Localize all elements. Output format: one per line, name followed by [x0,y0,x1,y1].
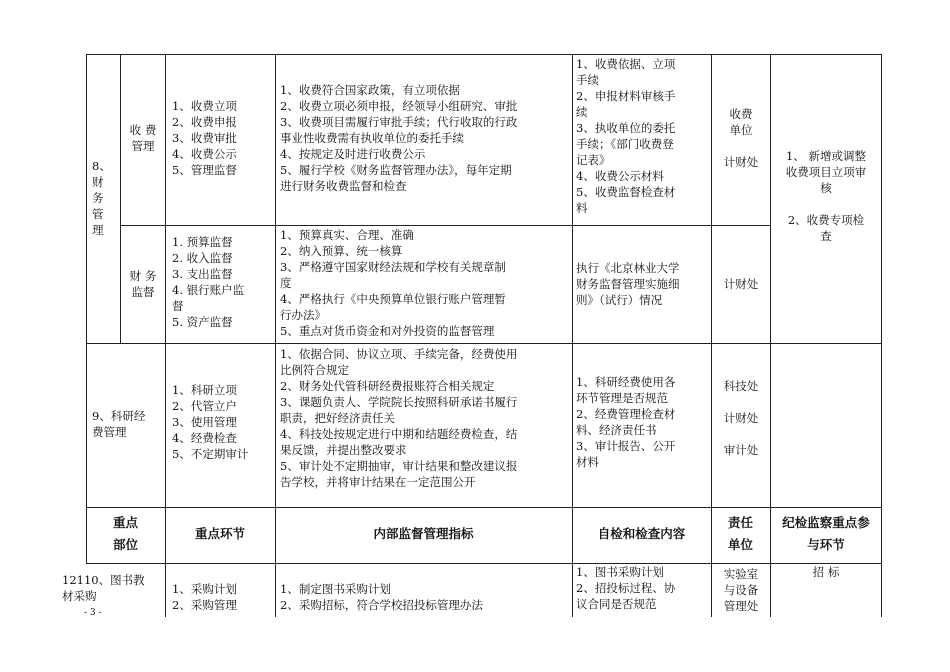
research-steps: 1、科研立项 2、代管立户 3、使用管理 4、经费检查 5、不定期审计 [172,383,249,461]
table-left-border [86,54,87,563]
supervision-check-content: 执行《北京林业大学 财务监督管理实施细 则》（试行）情况 [576,261,680,307]
books-indicators: 1、制定图书采购计划 2、采购招标，符合学校招投标管理办法 [280,582,483,612]
page-number: - 3 - [84,608,102,618]
header-key-department: 重点 部位 [112,515,138,552]
research-check-content: 1、科研经费使用各 环节管理是否规范 2、经费管理检查材 料、经济责任书 3、审计报告、公开 材料 [576,375,676,469]
row-divider-finance-research [86,343,882,344]
books-dept-label: 12110、图书教 材采购 [62,573,145,603]
supervision-responsible-unit: 计财处 [723,277,759,291]
header-responsible-unit: 责任 单位 [727,515,753,552]
row-divider-fees-supervision [120,225,770,226]
books-check-content: 1、图书采购计划 2、招投标过程、协 议合同是否规范 [576,565,676,611]
supervision-indicators: 1、预算真实、合理、准确 2、纳入预算、统一核算 3、严格遵守国家财经法规和学校有关规章制 度 4、严格执行《中央预算单位银行账户管理暂 行办法》 5、重点对货币资金和对外投资的监督管理 [280,228,506,338]
books-focus-items: 招 标 [812,565,840,579]
header-indicators: 内部监督管理指标 [373,526,474,541]
supervision-category: 财 务 监督 [129,269,157,299]
finance-dept-label: 8、 财 务 管 理 [92,159,111,237]
fees-category: 收 费 管理 [129,123,157,153]
fees-steps: 1、收费立项 2、收费申报 3、收费审批 4、收费公示 5、管理监督 [172,99,237,177]
fees-check-content: 1、收费依据、立项 手续 2、申报材料审核手 续 3、执收单位的委托 手续；《部门收费登 记表》 4、收费公示材料 5、收费监督检查材 料 [576,57,676,215]
research-dept-label: 9、科研经 费管理 [92,409,146,439]
finance-focus-items: 1、 新增或调整 收费项目立项审 核 2、收费专项检 查 [785,149,867,243]
col-divider-subcategory [120,54,121,343]
header-key-steps: 重点环节 [194,526,245,541]
row-divider-research-header [86,507,882,508]
row-divider-header-books [86,563,882,564]
research-responsible-unit: 科技处 计财处 审计处 [723,379,759,457]
books-responsible-unit: 实验室 与设备 管理处 [723,567,759,613]
research-indicators: 1、依据合同、协议立项、手续完备，经费使用 比例符合规定 2、财务处代管科研经费报账符合相关规定 3、课题负责人、学院院长按照科研承诺书履行 职责，把好经济责任关 4、科技处按规定进行中期和结题经费检查，结 果反馈，并提出整改要求 5、审计处不定期抽审，审计结果和整改建议报 告学校，并将审计结果在一定范围公开 [280,347,518,489]
fees-indicators: 1、收费符合国家政策，有立项依据 2、收费立项必须申报，经领导小组研究、审批 3、收费项目需履行审批手续；代行收取的行政 事业性收费需有执收单位的委托手续 4、按规定及时进行收费公示 5、履行学校《财务监督管理办法》，每年定期 进行财务收费监督和检查 [280,83,518,193]
books-steps: 1、采购计划 2、采购管理 [172,582,237,612]
header-discipline-focus: 纪检监察重点参 与环节 [782,515,870,552]
fees-responsible-unit: 收费 单位 计财处 [723,107,759,169]
supervision-steps: 1. 预算监督 2. 收入监督 3. 支出监督 4. 银行账户监 督 5. 资产监督 [172,235,245,329]
header-check-content: 自检和检查内容 [597,526,686,541]
table-top-border [86,54,882,55]
